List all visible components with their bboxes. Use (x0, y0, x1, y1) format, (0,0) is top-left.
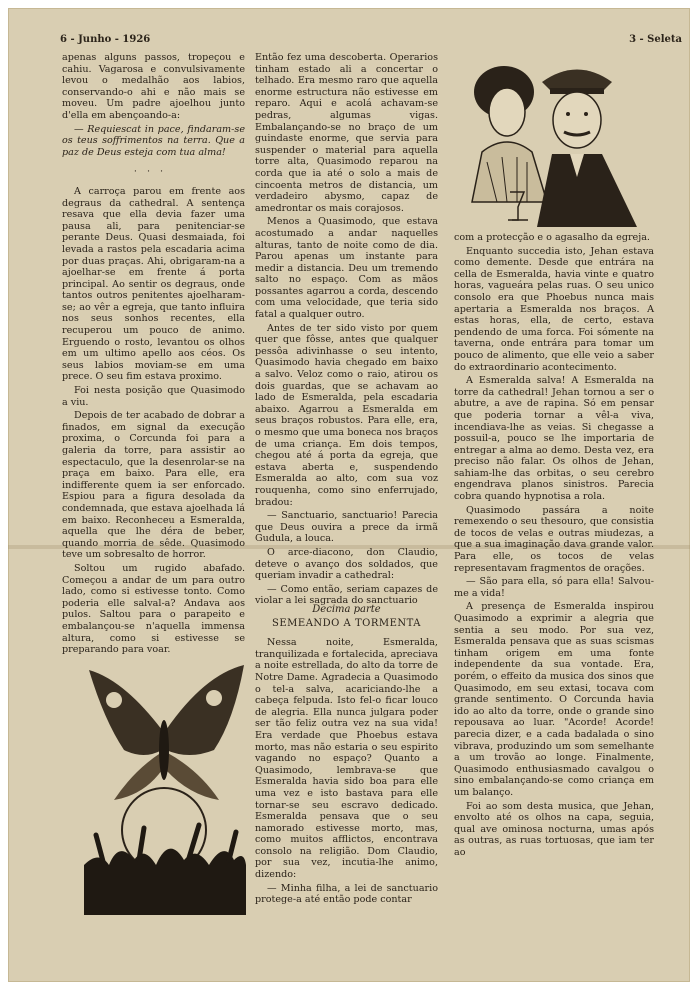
paragraph: Nessa noite, Esmeralda, tranquilizada e fortalecida, apreciava a noite estrellada, do alto da torre de Notre Dame. Agradecia a Quasimodo o tel-a salva, acariciando-lhe a cabeça felpuda. Isto fel-o ficar louco de alegria. Ella nunca julgara poder ser tão feliz outra vez na sua vida! Era verdade que Phoebus estava morto, mas não estaria o seu espirito vagando no espaço? Quanto a Quasimodo, lembrava-se que Esmeralda havia sido boa para elle uma vez e isto bastava para elle tornar-se seu escravo dedicado. Esmeralda pensava que o seu namorado estivesse morto, mas, como muitos afflictos, encontrava consolo na religião. Dom Claudio, por sua vez, incutia-lhe animo, dizendo: (255, 637, 438, 881)
paragraph: — Minha filha, a lei de sanctuario protege-a até então pode contar (255, 882, 438, 906)
chapter-title: SEMEANDO A TORMENTA (272, 617, 421, 629)
paragraph: Depois de ter acabado de dobrar a finados, em signal da execução proxima, o Corcunda foi para a galeria da torre, para assistir ao espectaculo, que la desenrolar-se na praça em baixo. Para elle, era indifferente quem ia ser enforcado. Espiou para a figura desolada da condemnada, que estava ajoelhada lá em baixo. Reconheceu a Esmeralda, aquella que lhe déra de beber, quando morria de sêde. Quasimodo teve um sobresalto de horror. (62, 410, 245, 561)
text-column-1 (62, 52, 245, 656)
paragraph: com a protecção e o agasalho da egreja. (454, 232, 650, 243)
paragraph: — Sanctuario, sanctuario! Parecia que Deus ouvira a prece da irmã Gudula, a louca. (255, 510, 438, 545)
paragraph: A Esmeralda salva! A Esmeralda na torre da cathedral! Jehan tornou a ser o abutre, a ave de rapina. Só em pensar que poderia tornar a vêl-a viva, incendiava-lhe as veias. Si chegasse a possuil-a, pouco se lhe importaria de entregar a alma ao demo. Desta vez, era preciso não falar. Os olhos de Jehan, sahiam-lhe das orbitas, o seu cerebro engendrava planos sinistros. Parecia cobra quando hypnotisa a rola. (454, 375, 654, 503)
header-date: 6 - Junho - 1926 (60, 34, 151, 45)
paragraph: Então fez uma descoberta. Operarios tinham estado ali a concertar o telhado. Era mesmo raro que aquella enorme estructura não estivesse em reparo. Aqui e acolá achavam-se pedras, algumas vigas. Embalançando-se no braço de um guindaste enorme, que servia para suspender o material para aquella torre alta, Quasimodo reparou na corda que ia até o solo a mais de cincoenta metros de distancia, um verdadeiro abysmo, capaz de amedrontar os mais corajosos. (255, 52, 438, 214)
page-header (60, 34, 682, 50)
paragraph: O arce-diacono, don Claudio, deteve o avanço dos soldados, que queriam invadir a cathedral: (255, 546, 438, 582)
section-separator: ··· (133, 166, 174, 178)
paragraph: A carroça parou em frente aos degraus da cathedral. A sentença resava que ella devia fazer uma pausa ali, para penitenciar-se perante Deus. Quasi desmaiada, foi levada a rastos pela escadaria acima por duas praças. Ahi, obrigaram-na a ajoelhar-se em frente á porta principal. Ao sentir os degraus, onde tantos outros penitentes ajoelharam-se; ao vêr a egreja, que tanto influira nos seus sonhos recentes, ella recuperou um pouco de animo. Erguendo o rosto, levantou os olhos em um ultimo apello aos céos. Os seus labios moviam-se em uma prece. O seu fim estava proximo. (62, 185, 245, 383)
part-label: Decima parte (312, 604, 381, 615)
butterfly-bell-illustration (84, 660, 246, 915)
paragraph: — Requiescat in pace, findaram-se os teus soffrimentos na terra. Que a paz de Deus esteja com tua alma! (62, 123, 245, 158)
paragraph: — Como então, seriam capazes de violar a lei sagrada do sanctuario (255, 583, 438, 607)
paragraph: A presença de Esmeralda inspirou Quasimodo a exprimir a alegria que sentia a seu modo. Por sua vez, Esmeralda pensava que as suas scismas tinham origem em uma fonte independente da sua vontade. Era, porém, o effeito da musica dos sinos que Quasimodo, em seu extasi, tocava com grande sentimento. O Corcunda havia ido ao alto da torre, onde o grande sino repousava ao luar. "Acorde! Acorde! parecia dizer, e a cada badalada o sino vibrava, produzindo um som semelhante a um trovão ao longe. Finalmente, Quasimodo enthusiasmado cavalgou o sino embalançando-se como criança em um balanço. (454, 601, 654, 798)
text-column-3 (454, 232, 654, 912)
paragraph: Foi ao som desta musica, que Jehan, envolto até os olhos na capa, seguia, qual ave ominosa nocturna, umas após as outras, as ruas tortuosas, que iam ter ao (454, 800, 654, 858)
header-magazine-title: 3 - Seleta (629, 34, 682, 45)
paragraph: — São para ella, só para ella! Salvou-me a vida! (454, 576, 654, 599)
paragraph: Antes de ter sido visto por quem quer que fôsse, antes que qualquer pessôa adivinhasse o seu intento, Quasimodo havia chegado em baixo a salvo. Veloz como o raio, atirou os dois guardas, que se achavam ao lado de Esmeralda, pela escadaria abaixo. Agarrou a Esmeralda em seus braços robustos. Para elle, era, o mesmo que uma boneca nos braços de uma criança. Em dois tempos, chegou até á porta da egreja, que estava aberta e, suspendendo Esmeralda ao alto, com sua voz rouquenha, como sino enferrujado, bradou: (255, 322, 438, 508)
text-column-2 (255, 52, 438, 607)
chapter-section (255, 600, 438, 920)
paragraph: Menos a Quasimodo, que estava acostumado a andar naquelles alturas, tanto de noite como de dia. Parou apenas um instante para medir a distancia. Deu um tremendo salto no espaço. Com as mãos possantes agarrou a corda, descendo com uma velocidade, que teria sido fatal a qualquer outro. (255, 216, 438, 321)
paragraph: Soltou um rugido abafado. Começou a andar de um para outro lado, como si estivesse tonto. Como poderia elle salval-a? Andava aos pulos. Saltou para o parapeito e embalançou-se n'aquella immensa altura, como si estivesse se preparando para voar. (62, 562, 245, 656)
paragraph: apenas alguns passos, tropeçou e cahiu. Vagarosa e convulsivamente levou o medalhão aos labios, conservando-o ahi e não mais se moveu. Um padre ajoelhou junto d'ella em abençoando-a: (62, 52, 245, 121)
paragraph: Quasimodo passára a noite remexendo o seu thesouro, que consistia de tocos de velas e outras miudezas, a que a sua imaginação dava grande valor. Para elle, os tocos de velas representavam fragmentos de orações. (454, 504, 654, 574)
couple-illustration (452, 52, 652, 230)
paragraph: Foi nesta posição que Quasimodo a viu. (62, 385, 245, 408)
paragraph: Enquanto succedia isto, Jehan estava como demente. Desde que entrára na cella de Esmeralda, havia vinte e quatro horas, vagueára pelas ruas. O seu unico consolo era que Phoebus nunca mais apertaria a Esmeralda nos braços. A estas horas, ella, de certo, estava pendendo de uma forca. Foi sómente na taverna, onde entrára para tomar um pouco de alimento, que elle veio a saber do extraordinario acontecimento. (454, 245, 654, 373)
